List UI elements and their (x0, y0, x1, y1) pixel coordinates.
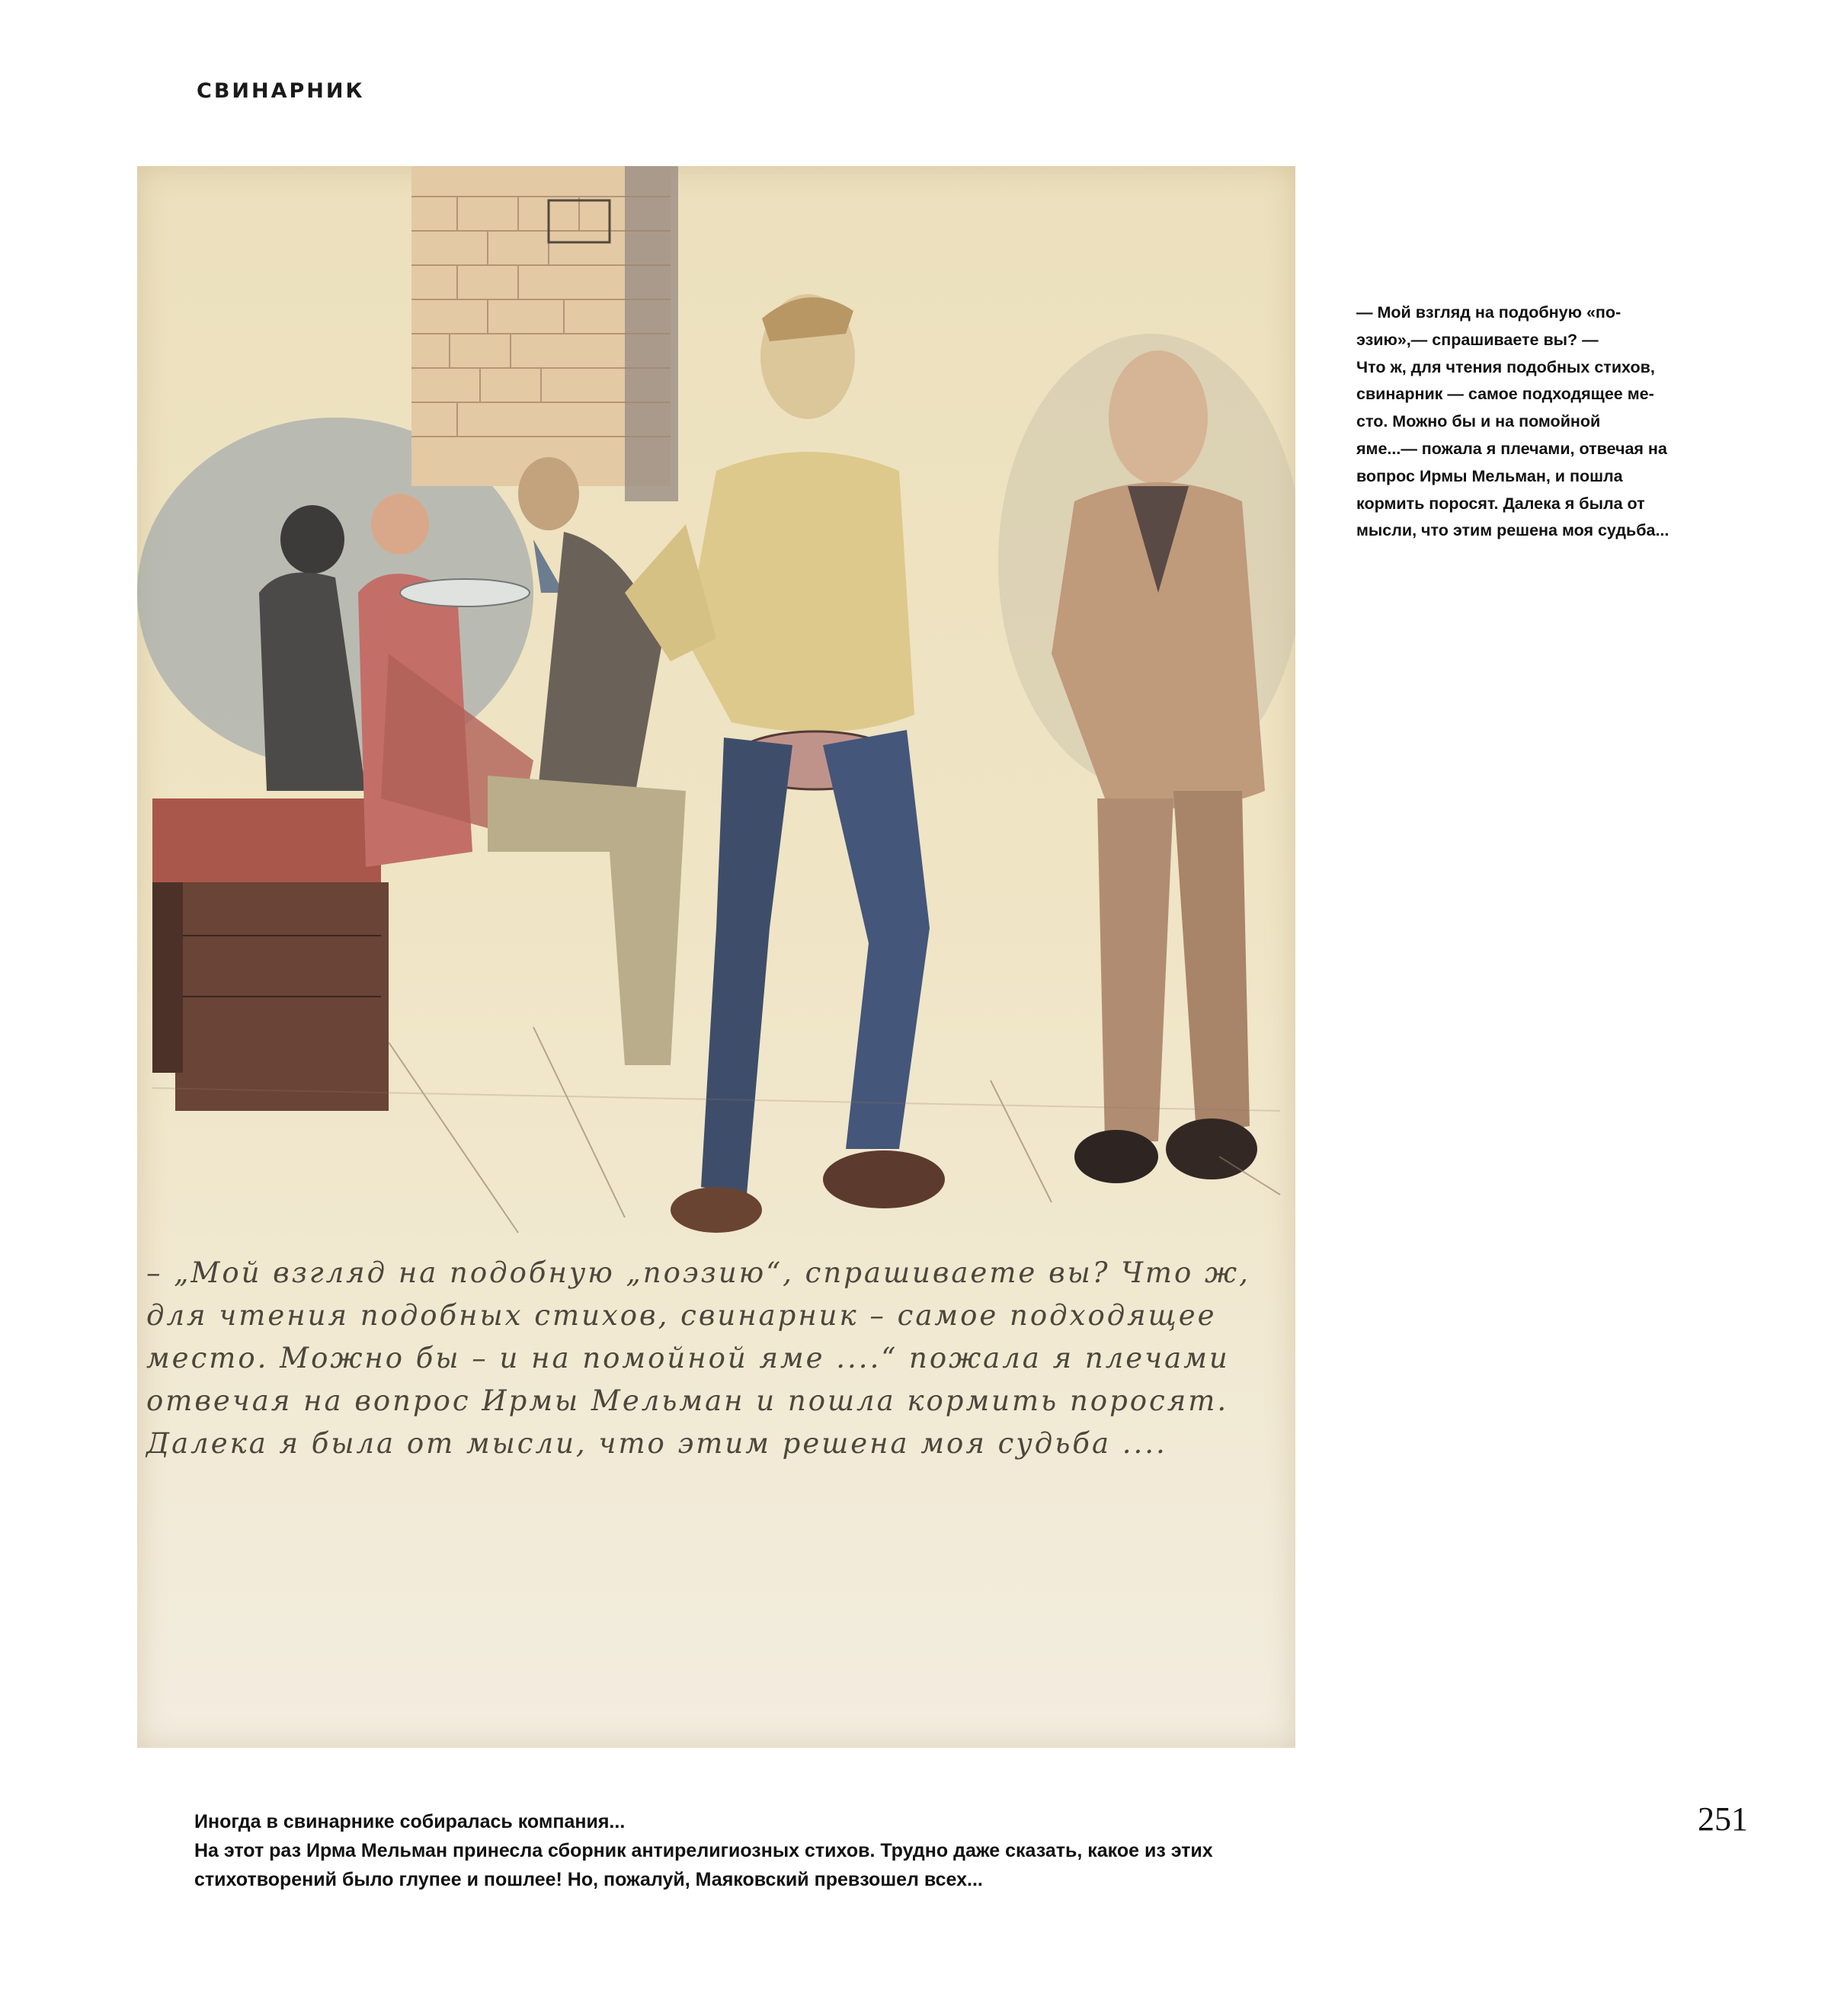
side-text-line: мысли, что этим решена моя судьба... (1356, 521, 1670, 540)
handwritten-line: отвечая на вопрос Ирмы Мельман и пошла кормить поросят. (146, 1384, 1229, 1417)
side-text-line: Что ж, для чтения подобных стихов, (1356, 357, 1655, 376)
side-text-line: яме...— пожала я плечами, отвечая на (1356, 439, 1667, 458)
brick-chimney (411, 166, 678, 501)
bench (152, 798, 389, 1111)
side-text-line: кормить поросят. Далека я была от (1356, 494, 1645, 513)
caption-line: На этот раз Ирма Мельман принесла сборник антирелигиозных стихов. Трудно даже сказать, какое из этих (194, 1840, 1213, 1861)
illustration-drawing (137, 166, 1295, 1748)
side-text-line: — Мой взгляд на подобную «по- (1356, 303, 1622, 322)
figure-caption (194, 1807, 1490, 1894)
side-text-line: свинарник — самое подходящее ме- (1356, 385, 1654, 404)
side-text-line: эзию»,— спрашиваете вы? — (1356, 330, 1599, 349)
handwritten-line: для чтения подобных стихов, свинарник – самое подходящее (146, 1299, 1217, 1332)
running-head: СВИНАРНИК (197, 79, 365, 103)
side-text-line: вопрос Ирмы Мельман, и пошла (1356, 466, 1623, 485)
handwritten-line: – „Мой взгляд на подобную „поэзию“, спрашиваете вы? Что ж, (146, 1256, 1250, 1289)
caption-line: стихотворений было глупее и пошлее! Но, пожалуй, Маяковский превзошел всех... (194, 1869, 983, 1890)
handwritten-caption (146, 1252, 1285, 1465)
handwritten-line: место. Можно бы – и на помойной яме ....“ пожала я плечами (146, 1342, 1230, 1374)
side-text (1356, 299, 1749, 545)
side-text-line: сто. Можно бы и на помойной (1356, 412, 1601, 431)
handwritten-line: Далека я была от мысли, что этим решена моя судьба .... (146, 1427, 1167, 1460)
page-number: 251 (1698, 1800, 1748, 1838)
illustration (137, 166, 1295, 1748)
caption-line: Иногда в свинарнике собиралась компания... (194, 1811, 626, 1832)
